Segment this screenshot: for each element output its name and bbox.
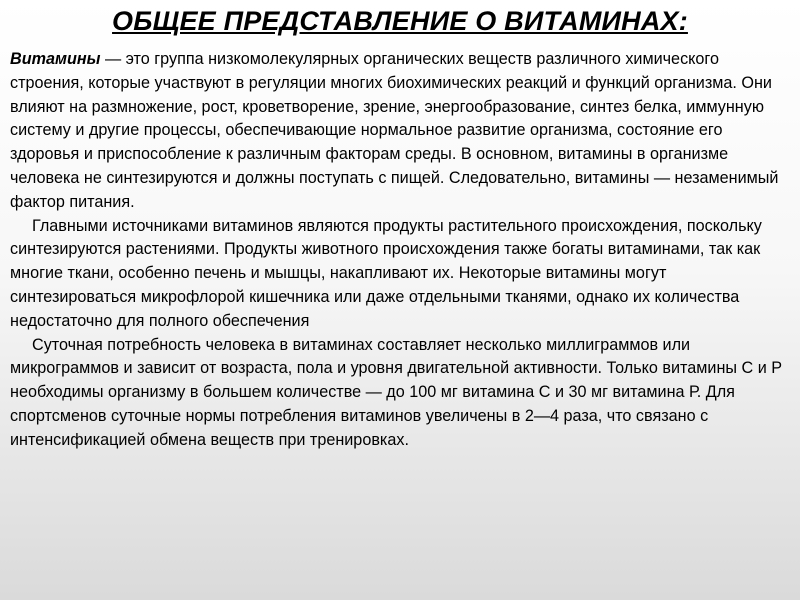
slide-body — [10, 48, 790, 453]
paragraph-definition-text: — это группа низкомолекулярных органических веществ различного химического строения, которые участвуют в регуляции многих биохимических реакций и функций организма. Они влияют на размножение, рост, кроветворение, зрение, энергообразование, синтез белка, иммунную систему и другие процессы, обеспечивающие нормальное развитие организма, состояние его здоровья и приспособление к различным факторам среды. В основном, витамины в организме человека не синтезируются и должны поступать с пищей. Следовательно, витамины — незаменимый фактор питания. — [10, 50, 779, 211]
paragraph-daily-need: Суточная потребность человека в витаминах составляет несколько миллиграммов или микрограммов и зависит от возраста, пола и уровня двигательной активности. Только витамины С и Р необходимы организму в большем количестве — до 100 мг витамина С и 30 мг витамина Р. Для спортсменов суточные нормы потребления витаминов увеличены в 2—4 раза, что связано с интенсификацией обмена веществ при тренировках. — [10, 335, 783, 449]
term-vitamins: Витамины — [10, 50, 101, 68]
paragraph-definition — [10, 48, 790, 215]
slide-title: ОБЩЕЕ ПРЕДСТАВЛЕНИЕ О ВИТАМИНАХ: — [112, 6, 688, 36]
paragraph-sources: Главными источниками витаминов являются продукты растительного происхождения, поскольку синтезируются растениями. Продукты животного происхождения также богаты витаминами, так как многие ткани, особенно печень и мышцы, накапливают их. Некоторые витамины могут синтезироваться микрофлорой кишечника или даже отдельными тканями, однако их количества недостаточно для полного обеспечения — [10, 216, 762, 330]
